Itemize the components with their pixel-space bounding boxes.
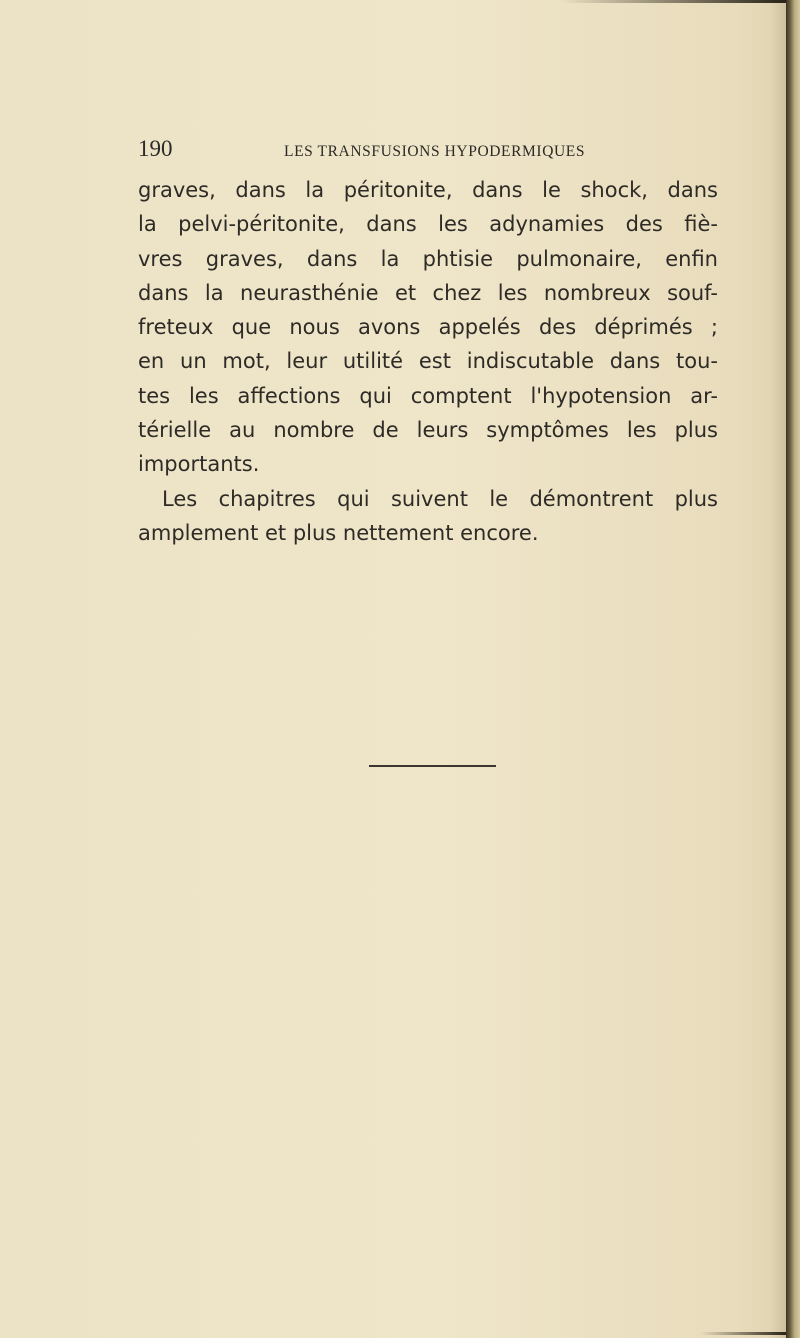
body-text — [138, 173, 718, 550]
text-line: importants. — [138, 452, 260, 477]
page-number: 190 — [138, 136, 173, 161]
text-line: la pelvi-péritonite, dans les adynamies des fiè- — [138, 212, 718, 237]
text-line: en un mot, leur utilité est indiscutable dans tou- — [138, 349, 718, 374]
page-gutter-shadow — [770, 0, 786, 1338]
text-line: vres graves, dans la phtisie pulmonaire, enfin — [138, 246, 718, 271]
text-line: freteux que nous avons appelés des déprimés ; — [138, 315, 718, 340]
text-line: graves, dans la péritonite, dans le shock, dans — [138, 178, 718, 202]
page-edge — [786, 0, 800, 1338]
running-head — [138, 136, 738, 166]
section-end-rule — [369, 765, 496, 767]
running-title: LES TRANSFUSIONS HYPODERMIQUES — [284, 143, 586, 160]
text-line-paragraph-start: Les chapitres qui suivent le démontrent plus — [162, 486, 718, 511]
text-line: tes les affections qui comptent l'hypotension ar- — [138, 383, 718, 408]
text-line: dans la neurasthénie et chez les nombreux souf- — [138, 280, 718, 305]
bottom-edge-mark — [700, 1332, 786, 1335]
text-line: amplement et plus nettement encore. — [138, 520, 539, 545]
top-edge-mark — [560, 0, 786, 3]
text-line: térielle au nombre de leurs symptômes les plus — [138, 418, 718, 443]
